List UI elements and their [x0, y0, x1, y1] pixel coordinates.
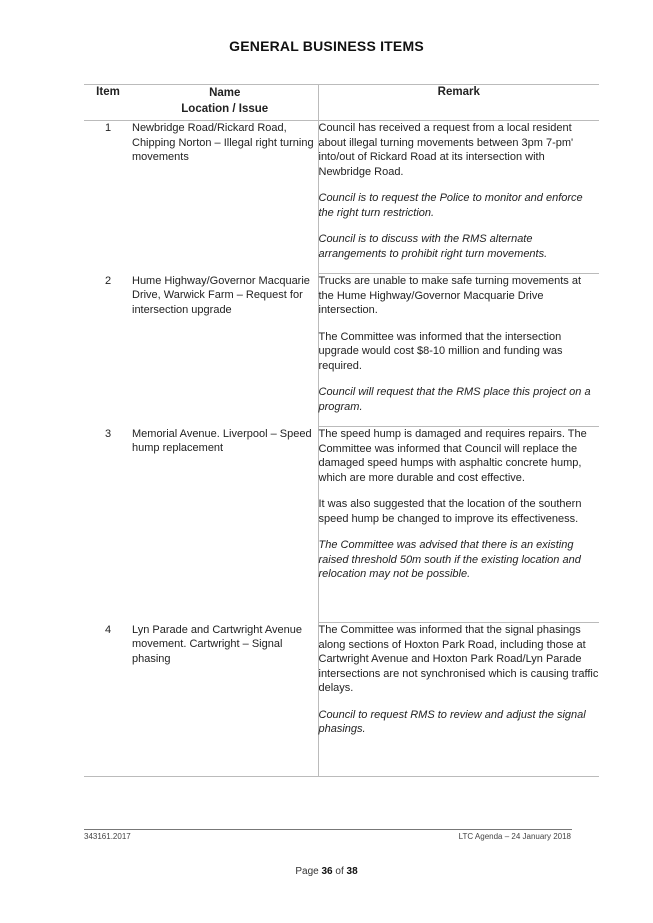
general-business-table	[84, 84, 599, 777]
remark-paragraph: The Committee was informed that the intersection upgrade would cost $8-10 million and funding was required.	[318, 330, 563, 372]
item-remark	[318, 274, 599, 427]
table-header-row	[84, 85, 599, 121]
remark-paragraph: Trucks are unable to make safe turning movements at the Hume Highway/Governor Macquarie Drive intersection.	[318, 275, 581, 316]
item-remark	[318, 427, 599, 623]
item-number: 2	[104, 274, 112, 287]
table-row	[84, 121, 599, 274]
item-number: 1	[104, 122, 112, 134]
remark-paragraph: The Committee was advised that there is an existing raised threshold 50m south if the existing location and relocation may not be possible.	[318, 539, 581, 580]
remark-paragraph: The speed hump is damaged and requires repairs. The Committee was informed that Council will replace the damaged speed humps with asphaltic concrete hump, which are more durable and cost effective.	[318, 428, 587, 484]
agenda-label: LTC Agenda – 24 January 2018	[458, 832, 571, 841]
page-of: of	[332, 866, 347, 877]
remark-paragraph: Council is to discuss with the RMS alternate arrangements to prohibit right turn movements.	[318, 233, 548, 260]
header-name	[132, 85, 318, 121]
header-remark: Remark	[318, 85, 599, 121]
table-row	[84, 274, 599, 427]
table-row	[84, 623, 599, 777]
remark-paragraph: Council will request that the RMS place this project on a program.	[318, 386, 591, 413]
item-remark	[318, 623, 599, 777]
item-name: Lyn Parade and Cartwright Avenue movement. Cartwright – Signal phasing	[132, 623, 318, 777]
page-total: 38	[346, 866, 358, 877]
remark-paragraph: Council is to request the Police to monitor and enforce the right turn restriction.	[318, 192, 583, 219]
remark-paragraph: Council to request RMS to review and adjust the signal phasings.	[318, 708, 586, 735]
item-name: Memorial Avenue. Liverpool – Speed hump replacement	[132, 427, 312, 454]
page-number	[0, 866, 653, 877]
item-name: Newbridge Road/Rickard Road, Chipping Norton – Illegal right turning movements	[132, 122, 314, 163]
page-current: 36	[321, 866, 333, 877]
item-number: 4	[84, 623, 132, 777]
remark-paragraph: It was also suggested that the location of the southern speed hump be changed to improve its effectiveness.	[318, 498, 582, 525]
remark-paragraph: Council has received a request from a local resident about illegal turning movements between 3pm 7-pm' into/out of Rickard Road at its intersection with Newbridge Road.	[318, 122, 574, 178]
item-number: 3	[104, 427, 112, 440]
page-title: GENERAL BUSINESS ITEMS	[229, 38, 424, 54]
header-name-line1: Name	[209, 87, 241, 99]
header-item: Item	[84, 85, 132, 121]
footer-divider	[84, 829, 572, 830]
document-reference: 343161.2017	[84, 832, 131, 841]
page-prefix: Page	[295, 866, 322, 877]
item-name: Hume Highway/Governor Macquarie Drive, Warwick Farm – Request for intersection upgrade	[132, 274, 310, 316]
remark-paragraph: The Committee was informed that the signal phasings along sections of Hoxton Park Road, including those at Cartwright Avenue and Hoxton Park Road/Lyn Parade intersections are not synchronised which is causing traffic delays.	[318, 624, 599, 694]
item-remark	[318, 121, 599, 274]
header-name-line2: Location / Issue	[181, 103, 269, 115]
table-row	[84, 427, 599, 623]
